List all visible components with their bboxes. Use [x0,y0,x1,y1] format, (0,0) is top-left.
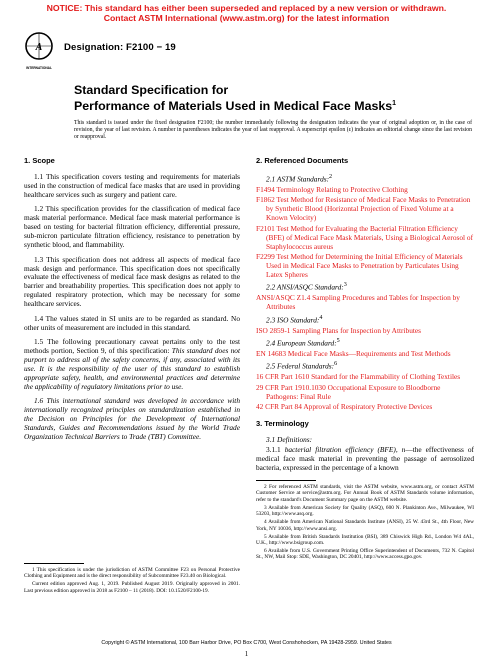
astm-logo [24,31,54,73]
reference-item[interactable]: F1862 Test Method for Resistance of Medical Face Masks to Penetration by Synthetic Blood (Horizontal Projection of Fixed Volume at a Known Velocity) [256,195,471,223]
reference-item[interactable]: ISO 2859-1 Sampling Plans for Inspection by Attributes [256,325,422,335]
withdrawal-notice [0,3,493,23]
right-column [256,157,474,479]
subsection-ansi-standard: 2.2 ANSI/ASQC Standard:$^3$ [266,282,347,292]
notice-line-2: Contact ASTM International (www.astm.org) for the latest information [103,13,390,23]
subsection-iso-standard: 2.3 ISO Standard:$^4$ [266,314,323,325]
paragraph-1-2: 1.2 This specification provides for the classification of medical face mask material performance. Medical face mask material performance is based on testing for bacterial filtration efficiency, differential pressure, sub-micron particulate filtration efficiency, resistance to penetration by synthetic blood, and flammability. [24,204,240,250]
subsection-european-standard: 2.4 European Standard:$^5$ [266,338,340,348]
title-line-1: Standard Specification for [74,83,229,97]
footnote-3: 3 Available from American Society for Quality (ASQ), 600 N. Plankinton Ave., Milwaukee, WI 53203, http://www.asq.org. [256,504,474,518]
paragraph-1-5: 1.5 The following precautionary caveat pertains only to the test methods portion, Section 9, of this specification: This standard does not purport to address all of the safety concerns, if any, associated with its use. It is the responsibility of the user of this standard to establish appropriate safety, health, and environmental practices and determine the applicability of regulatory limitations prior to use. [24,337,240,391]
astm-reference-list [256,186,474,280]
footnotes-left [24,563,240,596]
subsection-federal-standards: 2.5 Federal Standards:$^6$ [266,361,338,371]
reference-item[interactable]: 29 CFR Part 1910.1030 Occupational Exposure to Bloodborne Pathogens: Final Rule [256,382,441,401]
svg-text:A: A [35,42,43,53]
reference-item[interactable]: ANSI/ASQC Z1.4 Sampling Procedures and Tables for Inspection by Attributes [256,293,460,312]
copyright-line: Copyright © ASTM International, 100 Barr Harbor Drive, PO Box C700, West Conshohocken, PA 19428-2959. United States [101,640,392,646]
footnotes-right [256,480,474,562]
left-column [24,157,240,448]
notice-line-1: NOTICE: This standard has either been superseded and replaced by a new version or withdrawn. [46,3,447,13]
designation: Designation: F2100 − 19 [64,42,176,53]
footnote-1-edition: Current edition approved Aug. 1, 2019. Published August 2019. Originally approved in 2001. Last previous edition approved in 2018 as F2100 – 11 (2018). DOI: 10.1520/F2100-19. [24,581,240,594]
paragraph-1-3: 1.3 This specification does not address all aspects of medical face mask design and performance. This specification does not specifically evaluate the effectiveness of medical face mask designs as related to the barrier and breathability properties. This specification does not apply to regulated respiratory protection, which may be necessary for some healthcare services. [24,254,240,309]
reference-item[interactable]: 16 CFR Part 1610 Standard for the Flammability of Clothing Textiles [256,372,461,382]
footnote-rule [24,563,84,564]
footnote-2: 2 For referenced ASTM standards, visit the ASTM website, www.astm.org, or contact ASTM Customer Service at service@astm.org. For Annual Book of ASTM Standards volume information, refer to the standard's Document Summary page on the ASTM website. [256,484,474,503]
footnote-6: 6 Available from U.S. Government Printing Office Superintendent of Documents, 732 N. Capitol St., NW, Mail Stop: SDE, Washington, DC 20401, http://www.access.gpo.gov. [256,548,474,561]
document-title [74,83,396,113]
definition-3-1-1: 3.1.1 bacterial filtration efficiency (BFE), n—the effectiveness of medical face mask material in preventing the passage of aerosolized bacteria, expressed in the percentage of a known [256,445,474,473]
paragraph-1-4: 1.4 The values stated in SI units are to be regarded as standard. No other units of measurement are included in this standard. [24,313,240,332]
section-heading-terminology: 3. Terminology [256,419,309,429]
reference-item[interactable]: F2101 Test Method for Evaluating the Bacterial Filtration Efficiency (BFE) of Medical Face Mask Materials, Using a Biological Aerosol of Staphylococcus aureus [256,223,474,251]
footnote-rule [256,480,316,481]
footnote-4: 4 Available from American National Standards Institute (ANSI), 25 W. 43rd St., 4th Floor, New York, NY 10036, http://www.ansi.org. [256,519,474,532]
section-heading-referenced-documents: 2. Referenced Documents [256,156,349,165]
title-line-2: Performance of Materials Used in Medical Face Masks$^1$ [74,99,397,114]
footnote-5: 5 Available from British Standards Institution (BSI), 389 Chiswick High Rd., London W4 4AL, U.K., http://www.bsigroup.com. [256,533,474,547]
footnote-1: 1 This specification is under the jurisdiction of ASTM Committee F23 on Personal Protective Clothing and Equipment and is the direct responsibility of Subcommittee F23.40 on Biological. [24,567,240,580]
reference-item[interactable]: EN 14683 Medical Face Masks—Requirements and Test Methods [256,348,451,358]
reference-item[interactable]: F1494 Terminology Relating to Protective Clothing [256,184,408,194]
paragraph-1-6: 1.6 This international standard was developed in accordance with internationally recognized principles on standardization established in the Decision on Principles for the Development of International Standards, Guides and Recommendations issued by the World Trade Organization Technical Barriers to Trade (TBT) Committee. [24,396,240,442]
logo-wordmark: INTERNATIONAL [26,66,52,70]
subsection-definitions: 3.1 Definitions: [266,435,313,445]
subsection-astm-standards: 2.1 ASTM Standards:$^2$ [266,173,333,184]
section-heading-scope: 1. Scope [24,156,55,165]
reference-item[interactable]: F2299 Test Method for Determining the Initial Efficiency of Materials Used in Medical Face Masks to Penetration by Particulates Using Latex Spheres [256,252,463,279]
page-number: 1 [244,650,249,658]
paragraph-1-1: 1.1 This specification covers testing and requirements for materials used in the construction of medical face masks that are used in providing healthcare services such as surgery and patient care. [24,171,240,199]
reference-item[interactable]: 42 CFR Part 84 Approval of Respiratory Protective Devices [256,402,433,412]
issuance-note: This standard is issued under the fixed designation F2100; the number immediately following the designation indicates the year of original adoption or, in the case of revision, the year of last revision. A number in parentheses indicates the year of last reapproval. A superscript epsilon (ε) indicates an editorial change since the last revision or reapproval. [74,120,472,141]
